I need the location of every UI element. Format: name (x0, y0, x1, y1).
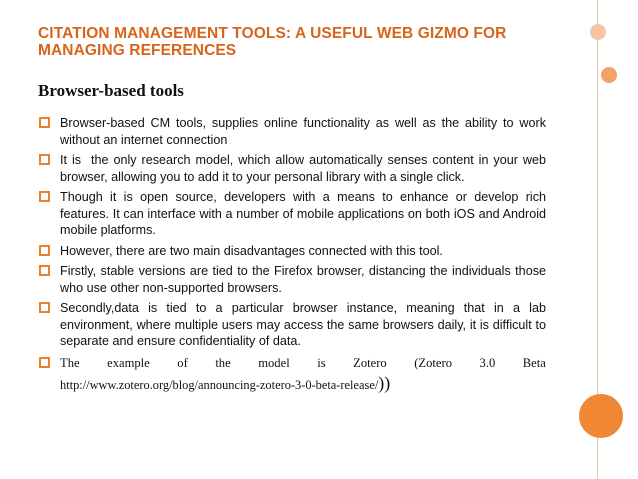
bullet-item (38, 152, 550, 185)
bullet-text: Firstly, stable versions are tied to the Firefox browser, distancing the individuals those who use other non-supported browsers. (60, 264, 546, 295)
word: model (258, 355, 290, 370)
bullet-item (38, 115, 546, 148)
slide-title: CITATION MANAGEMENT TOOLS: A USEFUL WEB GIZMO FOR MANAGING REFERENCES (38, 25, 507, 59)
word: (Zotero (414, 355, 452, 370)
bullet-list (38, 115, 550, 399)
zotero-url-link[interactable]: http://www.zotero.org/blog/announcing-zotero-3-0-beta-release/ (60, 377, 379, 392)
section-heading: Browser-based tools (38, 81, 184, 100)
hollow-square-bullet-icon (39, 357, 50, 368)
word: of (177, 355, 188, 370)
bullet-text: Though it is open source, developers with a means to enhance or develop rich features. It can interface with a number of mobile applications on both iOS and Android mobile platforms. (60, 190, 546, 237)
word: example (107, 355, 150, 370)
bullet-text: Secondly,data is tied to a particular browser instance, meaning that in a lab environment, where multiple users may access the same browsers daily, it is difficult to separate and ensure confidentiality of data. (60, 301, 546, 348)
hollow-square-bullet-icon (39, 265, 50, 276)
hollow-square-bullet-icon (39, 245, 50, 256)
bullet-text: Browser-based CM tools, supplies online functionality as well as the ability to work without an internet connection (60, 116, 546, 147)
word: The (60, 355, 80, 370)
bullet-text: It is the only research model, which allow automatically senses content in your web browser, allowing you to add it to your personal library with a single click. (60, 153, 550, 184)
word: Beta (522, 355, 546, 370)
hollow-square-bullet-icon (39, 154, 50, 165)
decorative-circle-large (579, 394, 623, 438)
word: is (317, 355, 326, 370)
decorative-circle-small-top (590, 24, 606, 40)
word: the (215, 355, 231, 370)
word: 3.0 (479, 355, 496, 370)
hollow-square-bullet-icon (39, 191, 50, 202)
bullet-item (38, 189, 546, 239)
bullet-item-zotero (38, 353, 546, 395)
zotero-url-line (60, 373, 546, 395)
hollow-square-bullet-icon (39, 302, 50, 313)
word: Zotero (353, 355, 387, 370)
decorative-circle-small-mid (601, 67, 617, 83)
hollow-square-bullet-icon (39, 117, 50, 128)
closing-parentheses: )) (378, 372, 391, 393)
bullet-item (38, 263, 546, 296)
bullet-text: However, there are two main disadvantages connected with this tool. (60, 243, 443, 258)
bullet-item (38, 243, 546, 260)
bullet-item (38, 300, 546, 350)
zotero-sentence (60, 353, 546, 373)
